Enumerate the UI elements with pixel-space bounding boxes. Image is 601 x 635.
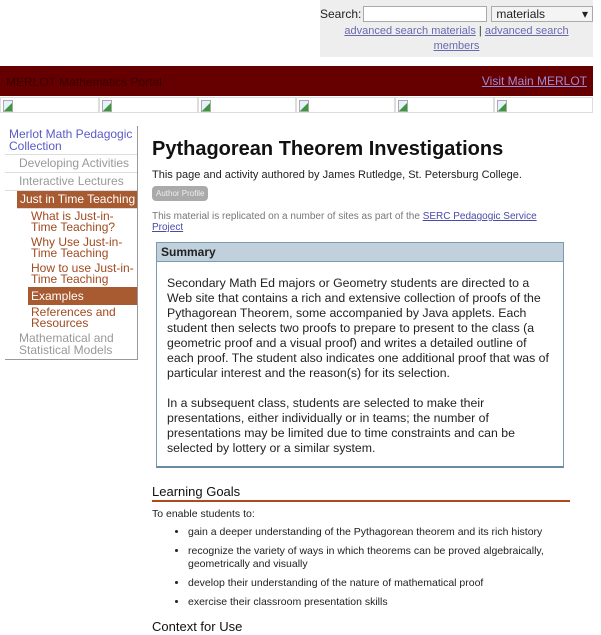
sidebar-item-why-use-jitt[interactable]: Why Use Just-in-Time Teaching bbox=[31, 235, 123, 260]
list-item: • recognize the variety of ways in which theorems can be proved algebraically, geometrically and visually bbox=[188, 545, 570, 571]
search-panel bbox=[320, 0, 593, 57]
context-heading: Context for Use bbox=[152, 619, 243, 634]
goals-intro: To enable students to: bbox=[152, 508, 255, 520]
summary-paragraph: Secondary Math Ed majors or Geometry students are directed to a Web site that contains a rich and extensive collection of proofs of the Pythagorean Theorem, some accompanied by Java applets. Each student then selects two proofs to prepare to present to the class (a geometric proof and a visual proof) and writes a detailed outline of each proof. The student also indicates one additional proof that was of particular interest and the reason(s) for its selection. bbox=[167, 276, 549, 380]
broken-image-icon[interactable] bbox=[0, 97, 99, 113]
separator: | bbox=[478, 25, 482, 37]
advanced-search-members-link[interactable]: advanced search members bbox=[433, 25, 569, 52]
list-item: • develop their understanding of the nature of mathematical proof bbox=[188, 577, 570, 590]
sidebar-item-math-models[interactable]: Mathematical and Statistical Models bbox=[19, 331, 114, 357]
sidebar-item-how-to-use-jitt[interactable]: How to use Just-in-Time Teaching bbox=[31, 261, 134, 286]
nav-image-row bbox=[0, 97, 593, 113]
sidebar-item-what-is-jitt[interactable]: What is Just-in-Time Teaching? bbox=[31, 209, 116, 234]
sidebar-item-examples[interactable]: Examples bbox=[28, 287, 137, 305]
search-scope-select[interactable] bbox=[491, 6, 593, 22]
sidebar bbox=[5, 126, 138, 360]
visit-main-merlot-link[interactable]: Visit Main MERLOT bbox=[481, 74, 587, 88]
broken-image-icon[interactable] bbox=[99, 97, 198, 113]
replication-text: This material is replicated on a number of sites as part of the bbox=[152, 211, 420, 222]
author-profile-button[interactable]: Author Profile bbox=[152, 186, 208, 201]
site-title: MERLOT Mathematics Portal bbox=[6, 75, 162, 89]
chevron-down-icon: ▾ bbox=[581, 7, 588, 21]
sidebar-item-developing-activities[interactable]: Developing Activities bbox=[5, 155, 137, 173]
summary-box bbox=[156, 242, 564, 468]
broken-image-icon[interactable] bbox=[198, 97, 297, 113]
advanced-search-materials-link[interactable]: advanced search materials bbox=[344, 25, 476, 37]
list-item: • exercise their classroom presentation skills bbox=[188, 596, 570, 609]
sidebar-collection-link[interactable]: Merlot Math Pedagogic Collection bbox=[5, 126, 137, 155]
learning-goals-heading: Learning Goals bbox=[152, 484, 570, 502]
main-content bbox=[152, 138, 570, 635]
list-item: • gain a deeper understanding of the Pythagorean theorem and its rich history bbox=[188, 526, 570, 539]
search-input[interactable] bbox=[363, 6, 487, 22]
replication-note bbox=[152, 211, 570, 233]
sidebar-item-interactive-lectures[interactable]: Interactive Lectures bbox=[5, 173, 137, 191]
broken-image-icon[interactable] bbox=[494, 97, 593, 113]
byline: This page and activity authored by James Rutledge, St. Petersburg College. bbox=[152, 169, 522, 181]
search-label: Search: bbox=[320, 7, 362, 21]
site-header bbox=[0, 66, 593, 96]
summary-heading: Summary bbox=[157, 243, 563, 262]
sidebar-item-just-in-time-teaching[interactable]: Just in Time Teaching bbox=[17, 191, 137, 209]
sidebar-item-references[interactable]: References and Resources bbox=[31, 305, 116, 330]
broken-image-icon[interactable] bbox=[395, 97, 494, 113]
summary-paragraph: In a subsequent class, students are selected to make their presentations, either individually or in teams; the number of presentations may be limited due to time constraints and can be selected by lottery or a similar system. bbox=[167, 396, 515, 455]
search-scope-value: materials bbox=[496, 7, 546, 21]
goals-list bbox=[152, 526, 570, 609]
page-title: Pythagorean Theorem Investigations bbox=[152, 138, 504, 160]
broken-image-icon[interactable] bbox=[296, 97, 395, 113]
serc-link[interactable]: SERC Pedagogic Service Project bbox=[152, 211, 537, 233]
